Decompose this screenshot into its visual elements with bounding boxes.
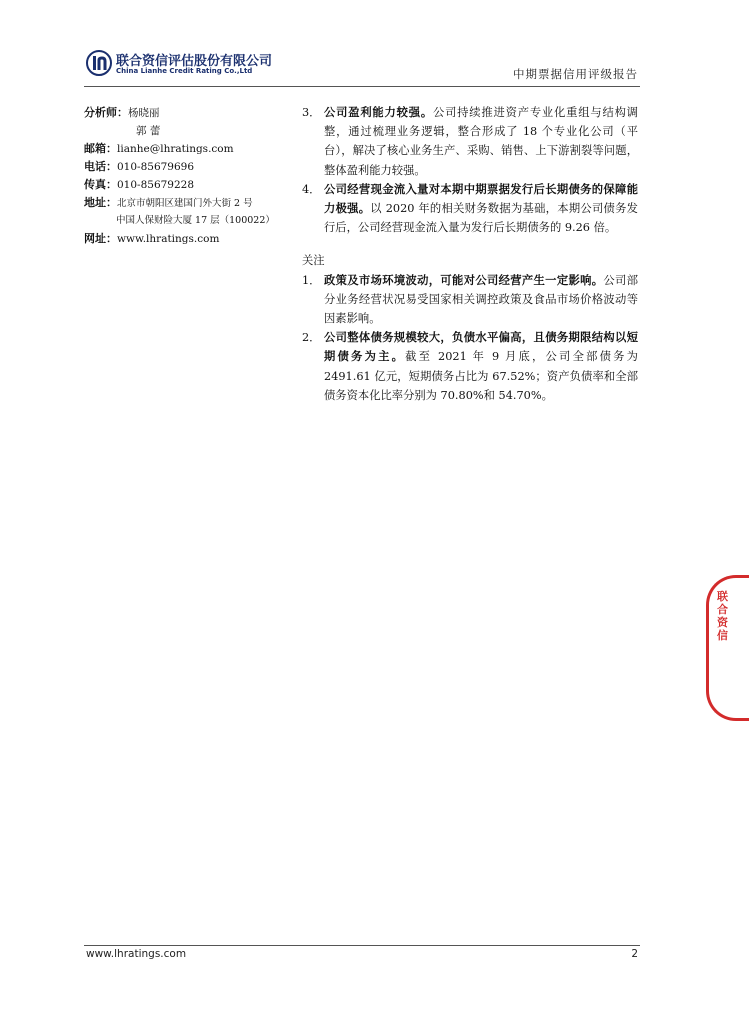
header-divider: [84, 86, 640, 87]
strength-item-4: [302, 180, 638, 238]
analyst-name: 郭 蕾: [136, 125, 161, 137]
item-number: 3．: [302, 106, 321, 119]
phone-value: 010-85679696: [117, 161, 195, 173]
item-text: 截至 2021 年 9 月底，公司全部债务为 2491.61 亿元，短期债务占比为 67.52%；资产负债率和全部债务资本化比率分别为 70.80%和 54.70%。: [324, 350, 638, 402]
website-row: [84, 230, 294, 248]
report-title: 中期票据信用评级报告: [513, 67, 638, 81]
address-row-2: [84, 212, 294, 230]
item-heading: 公司经营现金流入量对本期中期票据发行后长期债务的保障能力极强。: [324, 181, 638, 216]
item-number: 4．: [302, 182, 321, 196]
address-line-2: 中国人保财险大厦 17 层（100022）: [116, 215, 275, 226]
seal-stamp-text: 联合资信: [717, 590, 728, 642]
fax-label: 传真：: [84, 178, 117, 191]
item-number: 1．: [302, 273, 321, 287]
footer-url: www.lhratings.com: [86, 948, 187, 960]
logo-company-name: 联合资信评估股份有限公司: [116, 54, 273, 69]
seal-stamp: [706, 575, 749, 721]
item-heading: 政策及市场环境波动，可能对公司经营产生一定影响。: [324, 272, 604, 287]
concerns-title: 关注: [302, 254, 325, 268]
company-logo: [86, 50, 276, 80]
phone-row: [84, 158, 294, 176]
analyst-row: [84, 104, 294, 122]
phone-label: 电话：: [84, 160, 117, 173]
page-number: 2: [631, 948, 638, 960]
fax-row: [84, 176, 294, 194]
item-text: 公司持续推进资产专业化重组与结构调整，通过梳理业务逻辑，整合形成了 18 个专业化公司（平台），解决了核心业务生产、采购、销售、上下游割裂等问题，整体盈利能力较强。: [324, 106, 638, 177]
concern-item-1: [302, 271, 638, 329]
item-text: 公司部分业务经营状况易受国家相关调控政策及食品市场价格波动等因素影响。: [324, 273, 638, 326]
fax-value: 010-85679228: [117, 179, 195, 191]
contact-info: [84, 104, 294, 248]
footer-divider: [84, 945, 640, 946]
email-row: [84, 140, 294, 158]
address-line-1: 北京市朝阳区建国门外大街 2 号: [117, 198, 253, 209]
analyst-name: 杨晓丽: [128, 107, 160, 119]
address-label: 地址：: [84, 196, 117, 209]
strength-item-3: [302, 103, 638, 180]
website-label: 网址：: [84, 232, 117, 245]
analyst-row-2: [84, 122, 294, 140]
concern-item-2: [302, 328, 638, 405]
item-number: 2．: [302, 331, 321, 345]
item-heading: 公司盈利能力较强。: [324, 105, 433, 119]
report-body: [302, 103, 638, 405]
email-value: lianhe@lhratings.com: [117, 143, 234, 155]
email-label: 邮箱：: [84, 142, 117, 155]
website-value: www.lhratings.com: [117, 233, 220, 245]
logo-company-name-en: China Lianhe Credit Rating Co.,Ltd: [116, 67, 253, 75]
item-heading: 公司整体债务规模较大，负债水平偏高，且债务期限结构以短期债务为主。: [324, 330, 638, 364]
lianhe-logo-icon: [86, 50, 112, 76]
address-row: [84, 194, 294, 212]
analyst-label: 分析师：: [84, 106, 128, 119]
item-text: 以 2020 年的相关财务数据为基础，本期公司债务发行后，公司经营现金流入量为发行后长期债务的 9.26 倍。: [324, 202, 638, 235]
